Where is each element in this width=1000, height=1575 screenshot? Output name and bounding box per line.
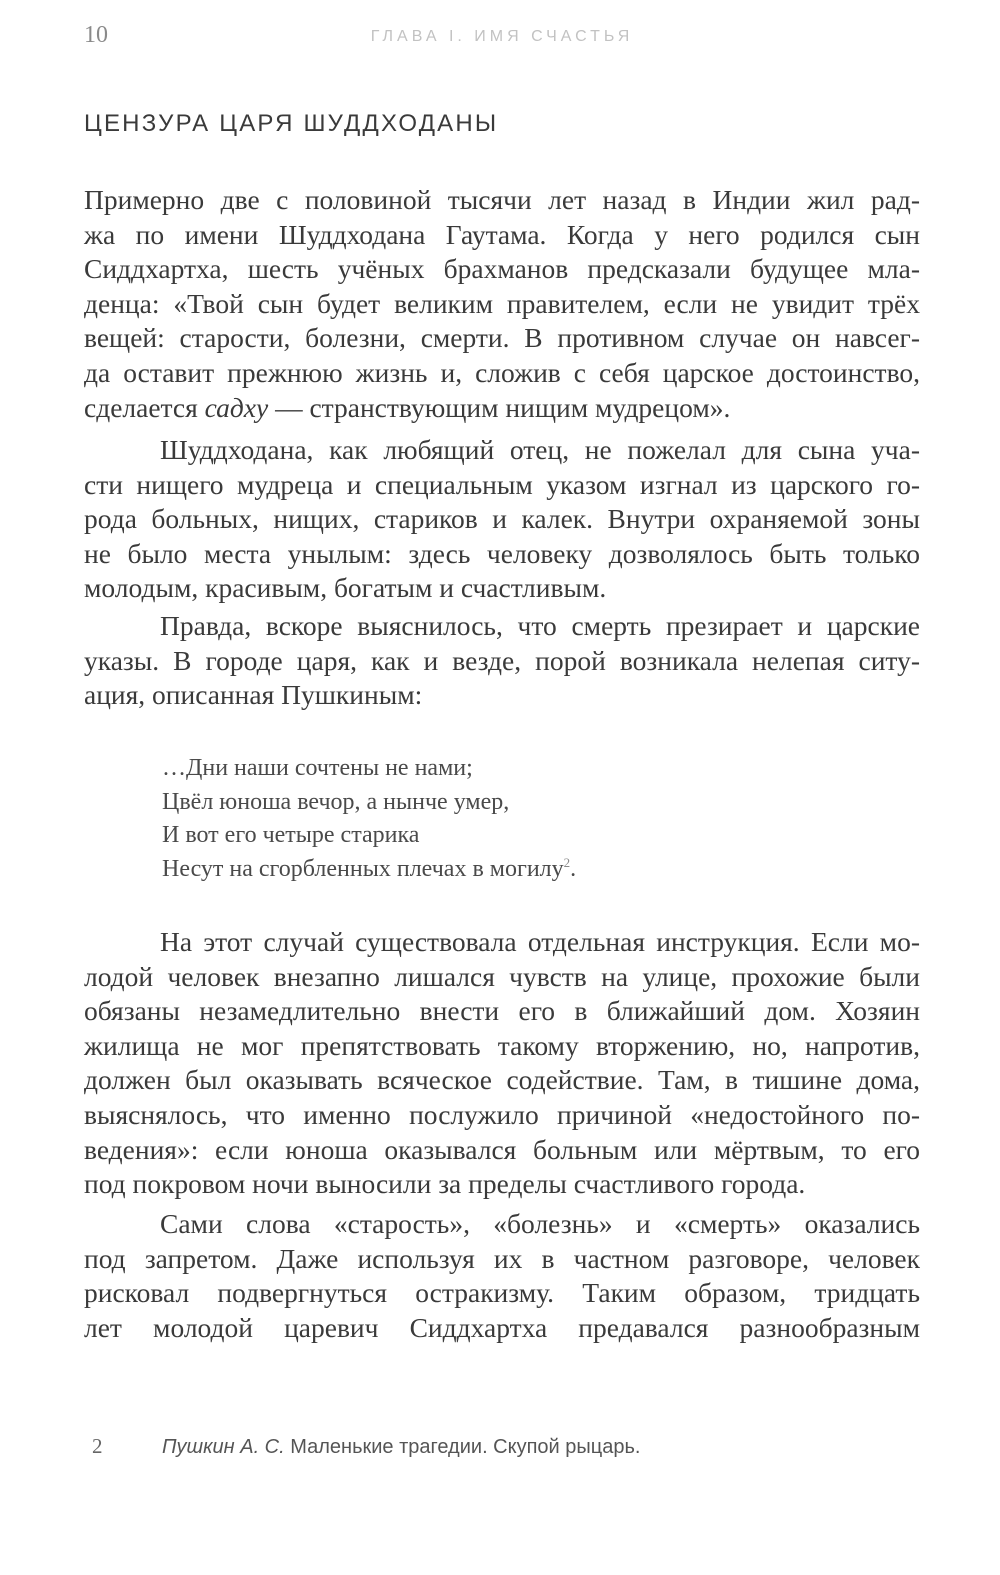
text-line: Шуддходана, как любящий отец, не пожелал для сына уча- — [160, 434, 920, 465]
footnote-number: 2 — [92, 1434, 103, 1458]
page-header — [84, 22, 920, 58]
text-line: да оставит прежнюю жизнь и, сложив с себя царское достоинство, — [84, 356, 920, 388]
section-title: ЦЕНЗУРА ЦАРЯ ШУДДХОДАНЫ — [84, 110, 499, 137]
text-line-last — [84, 391, 920, 426]
text-line: не было места унылым: здесь человеку дозволялось быть только — [84, 537, 920, 569]
text-line: лет молодой царевич Сиддхартха предавался разнообразным — [84, 1311, 920, 1343]
paragraph-4 — [84, 925, 920, 1202]
italic-term: садху — [204, 391, 269, 423]
text-line: рода больных, нищих, стариков и калек. Внутри охраняемой зоны — [84, 503, 920, 535]
poem-end-punct: . — [570, 855, 577, 882]
poem-quote — [162, 752, 576, 886]
footnote-reference[interactable]: 2 — [563, 854, 571, 870]
text-line: указы. В городе царя, как и везде, порой возникала нелепая ситу- — [84, 644, 920, 676]
footnote-text: Маленькие трагедии. Скупой рыцарь. — [284, 1436, 641, 1458]
text-line: Сиддхартха, шесть учёных брахманов предсказали будущее мла- — [84, 253, 920, 285]
poem-line-text: Несут на сгорбленных плечах в могилу — [162, 855, 564, 882]
text-line: лодой человек внезапно лишался чувств на улице, прохожие были — [84, 960, 920, 992]
paragraph-5 — [84, 1207, 920, 1345]
text-line: Сами слова «старость», «болезнь» и «смерть» оказались — [160, 1208, 920, 1239]
text-line: ведения»: если юноша оказывался больным или мёртвым, то его — [84, 1133, 920, 1165]
page-number: 10 — [84, 22, 108, 48]
paragraph-1 — [84, 183, 920, 425]
text-line: вещей: старости, болезни, смерти. В противном случае он навсег- — [84, 322, 920, 354]
text-line: Правда, вскоре выяснилось, что смерть презирает и царские — [160, 610, 920, 641]
text-line: должен был оказывать всяческое содействие. Там, в тишине дома, — [84, 1064, 920, 1096]
footnote-author: Пушкин А. С. — [162, 1436, 285, 1458]
text-line: денца: «Твой сын будет великим правителем, если не увидит трёх — [84, 287, 920, 319]
text-line: под покровом ночи выносили за пределы счастливого города. — [84, 1168, 806, 1200]
text-line: сти нищего мудреца и специальным указом изгнал из царского го- — [84, 468, 920, 500]
text-line: молодым, красивым, богатым и счастливым. — [84, 572, 607, 604]
text-line: выяснялось, что именно послужило причиной «недостойного по- — [84, 1098, 920, 1130]
running-head: ГЛАВА I. ИМЯ СЧАСТЬЯ — [370, 28, 634, 45]
text-line: под запретом. Даже используя их в частном разговоре, человек — [84, 1242, 920, 1274]
text-line: жа по имени Шуддходана Гаутама. Когда у него родился сын — [84, 218, 920, 250]
text-line: ация, описанная Пушкиным: — [84, 679, 423, 711]
poem-line: И вот его четыре старика — [162, 822, 420, 848]
text-line: обязаны незамедлительно внести его в ближайший дом. Хозяин — [84, 995, 920, 1027]
text-fragment: сделается — [84, 391, 205, 423]
poem-line: …Дни наши сочтены не нами; — [162, 755, 473, 781]
text-fragment: — странствующим нищим мудрецом». — [268, 391, 731, 423]
poem-line: Цвёл юноша вечор, а нынче умер, — [162, 788, 510, 815]
text-line: рисковал подвергнуться остракизму. Таким образом, тридцать — [84, 1277, 920, 1309]
text-line: Примерно две с половиной тысячи лет назад в Индии жил рад- — [84, 184, 920, 215]
poem-line-last — [162, 853, 576, 887]
text-line: жилища не мог препятствовать такому вторжению, но, напротив, — [84, 1029, 920, 1061]
paragraph-2 — [84, 433, 920, 606]
footnote — [92, 1434, 922, 1459]
paragraph-3 — [84, 609, 920, 713]
text-line: На этот случай существовала отдельная инструкция. Если мо- — [160, 926, 920, 957]
